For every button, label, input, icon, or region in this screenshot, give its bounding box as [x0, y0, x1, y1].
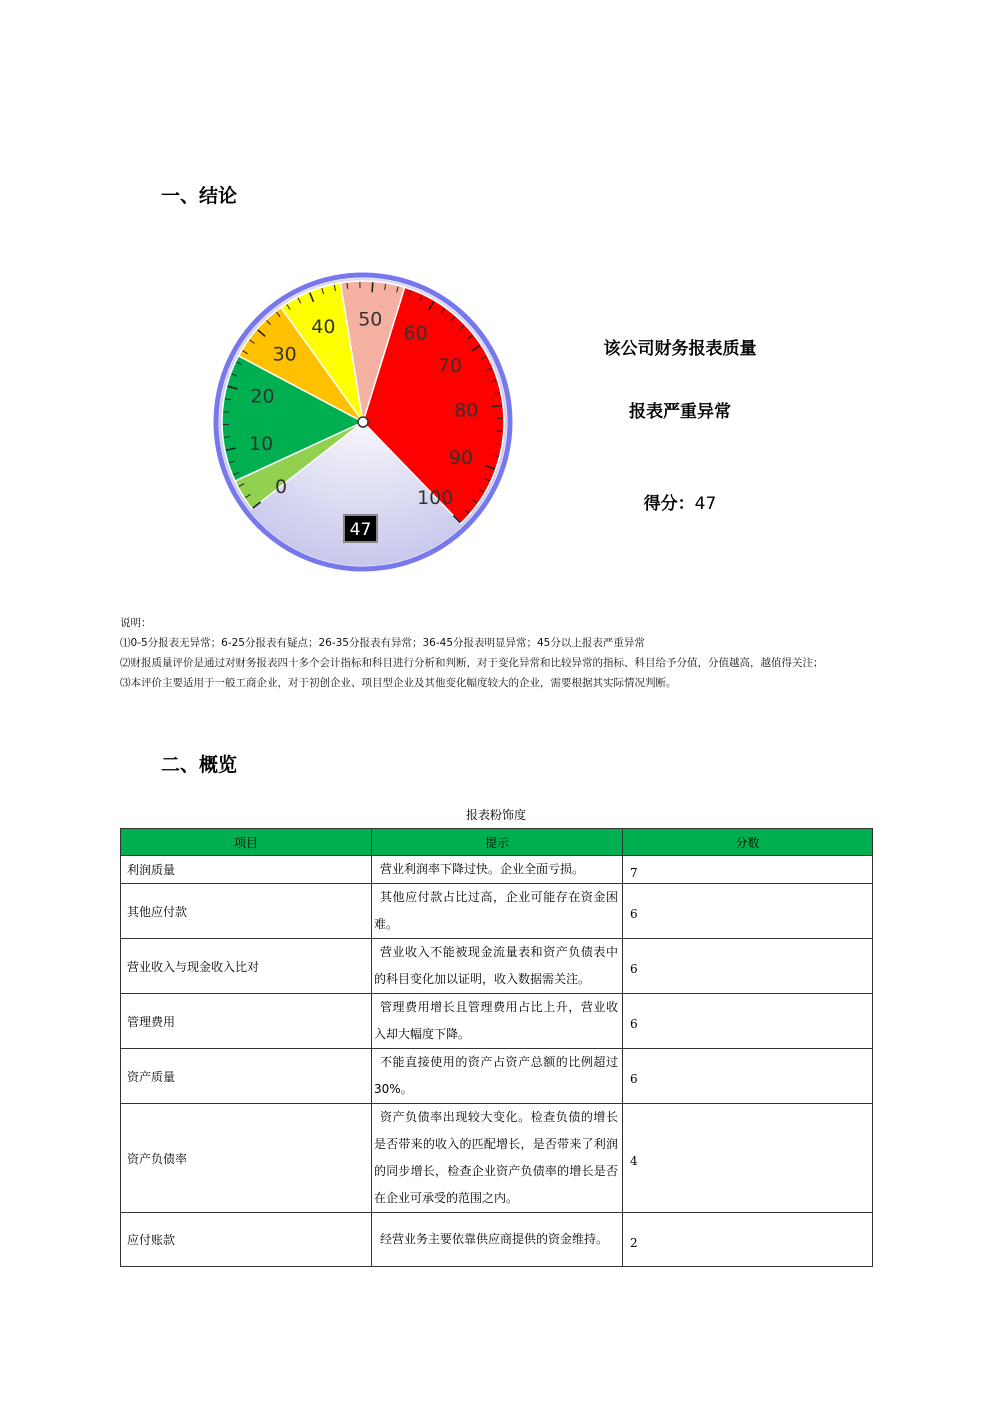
- table-row: [121, 1104, 873, 1213]
- row-hint: 营业利润率下降过快。企业全面亏损。: [372, 856, 623, 884]
- row-item: 其他应付款: [121, 884, 372, 939]
- notes: [120, 613, 872, 693]
- notes-heading: 说明：: [120, 617, 152, 629]
- verdict-status: 报表严重异常: [629, 402, 731, 422]
- row-item: 资产质量: [121, 1049, 372, 1104]
- gauge-tick-label: 100: [417, 486, 454, 509]
- gauge-tick-label: 20: [250, 385, 275, 408]
- score-label: 得分：: [643, 494, 695, 514]
- gauge-value-text: 47: [349, 520, 372, 540]
- gauge-tick: [347, 283, 348, 289]
- verdict-score: [560, 489, 800, 514]
- section-title-overview: 二、概览: [161, 754, 238, 776]
- note-item: ⑵财报质量评价是通过对财务报表四十多个会计指标和科目进行分析和判断，对于变化异常和比较异常的指标、科目给予分值，分值越高，越值得关注；: [120, 657, 824, 669]
- row-score: 6: [623, 884, 873, 939]
- table-row: [121, 939, 873, 994]
- row-score: 6: [623, 1049, 873, 1104]
- gauge-tick: [224, 437, 230, 438]
- row-hint: 管理费用增长且管理费用占比上升，营业收入却大幅度下降。: [372, 994, 623, 1049]
- gauge-tick: [372, 282, 373, 292]
- gauge-pivot: [358, 417, 368, 427]
- gauge-tick-label: 40: [311, 315, 336, 338]
- quality-gauge: [210, 265, 520, 577]
- whitewash-table: [120, 828, 873, 1267]
- gauge-tick-label: 10: [249, 432, 274, 455]
- row-hint: 不能直接使用的资产占资产总额的比例超过30%。: [372, 1049, 623, 1104]
- row-item: 资产负债率: [121, 1104, 372, 1213]
- table-row: [121, 1213, 873, 1267]
- row-item: 应付账款: [121, 1213, 372, 1267]
- column-header-hint: 提示: [372, 829, 623, 856]
- gauge-tick-label: 30: [272, 343, 297, 366]
- column-header-score: 分数: [623, 829, 873, 856]
- row-hint: 经营业务主要依靠供应商提供的资金维持。: [372, 1213, 623, 1267]
- table-row: [121, 884, 873, 939]
- gauge-tick-label: 90: [448, 446, 474, 469]
- row-item: 利润质量: [121, 856, 372, 884]
- table-header-row: [121, 829, 873, 856]
- row-hint: 其他应付款占比过高，企业可能存在资金困难。: [372, 884, 623, 939]
- row-score: 6: [623, 994, 873, 1049]
- row-score: 7: [623, 856, 873, 884]
- gauge-tick-label: 50: [358, 308, 383, 331]
- section-title-conclusion: 一、结论: [161, 185, 238, 207]
- gauge-tick: [223, 412, 229, 413]
- score-value: 47: [694, 494, 717, 514]
- gauge-tick-label: 70: [437, 355, 463, 378]
- table-row: [121, 994, 873, 1049]
- table-caption: 报表粉饰度: [465, 808, 526, 822]
- verdict-title: 该公司财务报表质量: [603, 339, 757, 359]
- table-row: [121, 1049, 873, 1104]
- row-score: 4: [623, 1104, 873, 1213]
- note-item: ⑴0-5分报表无异常；6-25分报表有疑点；26-35分报表有异常；36-45分报表明显异常；45分以上报表严重异常: [120, 637, 645, 649]
- note-item: ⑶本评价主要适用于一般工商企业，对于初创企业、项目型企业及其他变化幅度较大的企业，需要根据其实际情况判断。: [120, 677, 677, 689]
- column-header-item: 项目: [121, 829, 372, 856]
- row-hint: 营业收入不能被现金流量表和资产负债表中的科目变化加以证明，收入数据需关注。: [372, 939, 623, 994]
- row-hint: 资产负债率出现较大变化。检查负债的增长是否带来的收入的匹配增长，是否带来了利润的同步增长，检查企业资产负债率的增长是否在企业可承受的范围之内。: [372, 1104, 623, 1213]
- gauge-svg: [210, 265, 520, 577]
- table-row: [121, 856, 873, 884]
- row-score: 6: [623, 939, 873, 994]
- gauge-tick-label: 60: [403, 322, 428, 345]
- gauge-tick-label: 80: [454, 399, 479, 422]
- row-score: 2: [623, 1213, 873, 1267]
- row-item: 管理费用: [121, 994, 372, 1049]
- row-item: 营业收入与现金收入比对: [121, 939, 372, 994]
- gauge-tick-label: 0: [274, 476, 288, 498]
